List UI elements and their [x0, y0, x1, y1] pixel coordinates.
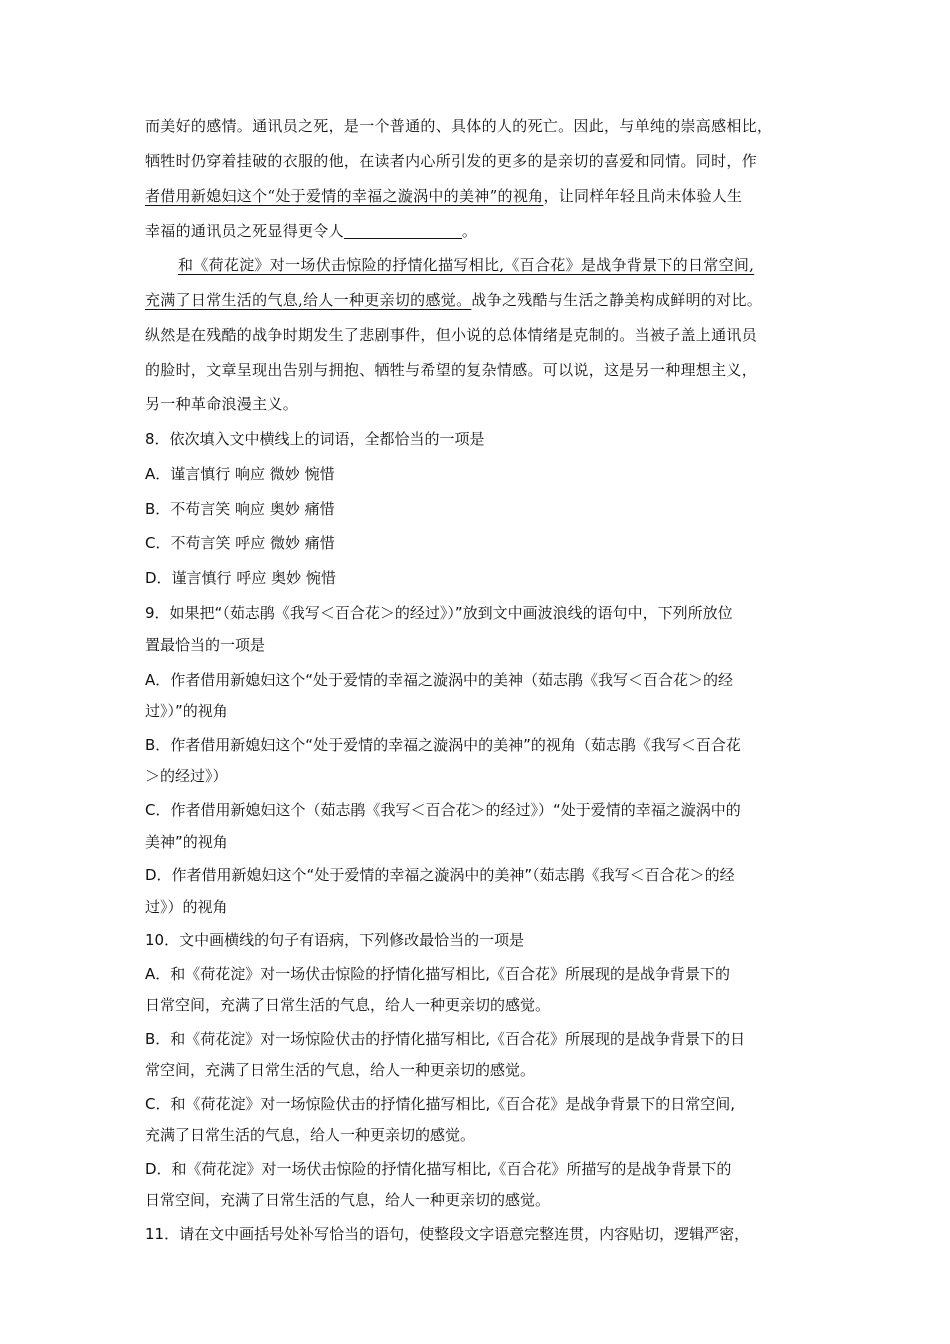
question-10-option-c: C．和《荷花淀》对一场惊险伏击的抒情化描写相比,《百合花》是战争背景下的日常空间,: [145, 1095, 736, 1113]
question-10-option-b: B．和《荷花淀》对一场惊险伏击的抒情化描写相比,《百合花》所展现的是战争背景下的日: [145, 1030, 746, 1048]
question-10-option-a: 日常空间，充满了日常生活的气息，给人一种更亲切的感觉。: [145, 996, 551, 1014]
question-9-option-b: B．作者借用新媳妇这个“处于爱情的幸福之漩涡中的美神”的视角（茹志鹃《我写＜百合花: [145, 736, 741, 754]
question-8-stem: 8．依次填入文中横线上的词语，全都恰当的一项是: [145, 430, 485, 448]
question-8-option-d: D．谨言慎行 呼应 奥妙 惋惜: [145, 569, 336, 587]
passage-line: [145, 182, 821, 210]
question-10-stem: 10．文中画横线的句子有语病，下列修改最恰当的一项是: [145, 931, 525, 949]
question-9-option-c: C．作者借用新媳妇这个（茹志鹃《我写＜百合花＞的经过》）“处于爱情的幸福之漩涡中的: [145, 801, 741, 819]
passage-text: 战争之残酷与生活之静美构成鲜明的对比。: [471, 291, 763, 309]
question-9-stem: 9．如果把“（茹志鹃《我写＜百合花＞的经过》）”放到文中画波浪线的语句中，下列所放位: [145, 604, 733, 622]
question-9-option-b: ＞的经过》）: [145, 767, 228, 785]
question-10-option-d: D．和《荷花淀》对一场伏击惊险的抒情化描写相比,《百合花》所描写的是战争背景下的: [145, 1160, 732, 1178]
question-9-option-d: 过》）的视角: [145, 898, 228, 916]
underlined-sentence: 和《荷花淀》对一场伏击惊险的抒情化描写相比,《百合花》是战争背景下的日常空间,: [178, 256, 755, 274]
passage-line: [145, 286, 821, 314]
question-8-option-c: C．不苟言笑 呼应 微妙 痛惜: [145, 534, 335, 552]
underlined-sentence: 充满了日常生活的气息,给人一种更亲切的感觉。: [145, 291, 472, 309]
question-9-option-c: 美神”的视角: [145, 833, 228, 851]
passage-line: 的脸时，文章呈现出告别与拥抱、牺牲与希望的复杂情感。可以说，这是另一种理想主义，: [145, 361, 758, 379]
question-10-option-b: 常空间，充满了日常生活的气息，给人一种更亲切的感觉。: [145, 1061, 536, 1079]
passage-text: 幸福的通讯员之死显得更令人: [145, 222, 344, 240]
passage-line: 而美好的感情。通讯员之死，是一个普通的、具体的人的死亡。因此，与单纯的崇高感相比，: [145, 117, 773, 135]
question-10-option-d: 日常空间，充满了日常生活的气息，给人一种更亲切的感觉。: [145, 1191, 551, 1209]
question-8-option-b: B．不苟言笑 响应 奥妙 痛惜: [145, 500, 335, 518]
passage-text: 。: [461, 222, 478, 240]
passage-line: 纵然是在残酷的战争时期发生了悲剧事件，但小说的总体情绪是克制的。当被子盖上通讯员: [145, 326, 758, 344]
passage-line: 另一种革命浪漫主义。: [145, 395, 299, 413]
question-9-option-d: D．作者借用新媳妇这个“处于爱情的幸福之漩涡中的美神”（茹志鹃《我写＜百合花＞的经: [145, 866, 735, 884]
passage-line: [145, 217, 821, 245]
question-9-stem: 置最恰当的一项是: [145, 636, 266, 654]
question-9-option-a: A．作者借用新媳妇这个“处于爱情的幸福之漩涡中的美神（茹志鹃《我写＜百合花＞的经: [145, 671, 734, 689]
fill-blank: [344, 222, 462, 239]
question-10-option-a: A．和《荷花淀》对一场伏击惊险的抒情化描写相比,《百合花》所展现的是战争背景下的: [145, 965, 731, 983]
question-8-option-a: A．谨言慎行 响应 微妙 惋惜: [145, 465, 335, 483]
question-10-option-c: 充满了日常生活的气息，给人一种更亲切的感觉。: [145, 1126, 476, 1144]
passage-line: 牺牲时仍穿着挂破的衣服的他，在读者内心所引发的更多的是亲切的喜爱和同情。同时，作: [145, 152, 758, 170]
question-9-option-a: 过》）”的视角: [145, 702, 228, 720]
question-11-stem: 11．请在文中画括号处补写恰当的语句，使整段文字语意完整连贯，内容贴切，逻辑严密，: [145, 1225, 750, 1243]
passage-text: ，让同样年轻且尚未体验人生: [543, 187, 743, 205]
wavy-underlined-sentence: 者借用新媳妇这个“处于爱情的幸福之漩涡中的美神”的视角: [145, 187, 544, 205]
